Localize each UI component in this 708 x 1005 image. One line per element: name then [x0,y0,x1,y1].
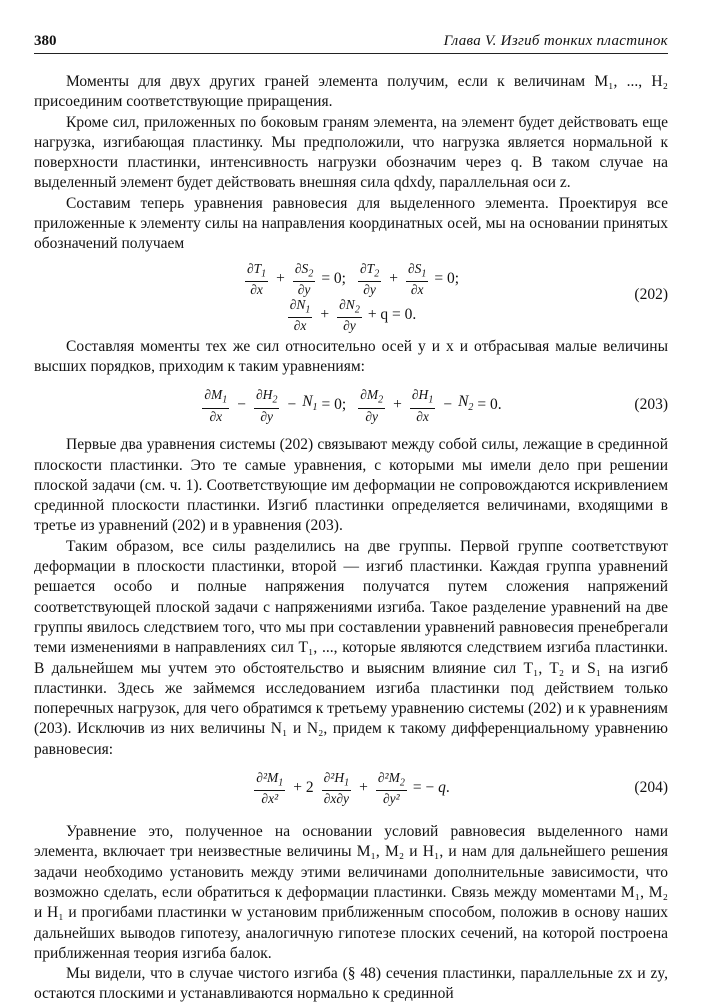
paragraph-1: Моменты для двух других граней элемента получим, если к величинам M₁, ..., H₂ присоединим соответствующие приращения. [34,73,668,111]
equation-204: $\frac{\partial^2M_1}{\text{∂x²}}$ + 2 $\frac{\partial^2H_1}{\partial x\partial y}$ + $\frac{\partial^2M_2}{\text{∂y²}}$ = − q. (204) [256,769,668,807]
paragraph-8: Мы видели, что в случае чистого изгиба (§ 48) сечения пластинки, параллельные zx и zy, остаются плоскими и устанавливаются нормально к срединной [34,965,668,1003]
paragraph-3: Составим теперь уравнения равновесия для выделенного элемента. Проектируя все приложенные к элементу силы на направления координатных осей, мы на основании принятых обозначений получаем [34,194,668,253]
running-title: Глава V. Изгиб тонких пластинок [443,33,668,49]
equation-203: $\frac{\partial M_1}{\partial x}$ − $\frac{\partial H_2}{\partial y}$ − $N_1$ = 0; $\frac{\partial M_2}{\partial y}$ + $\frac{\partial H_1}{\partial x}$ − $N_2$ = 0. (203) [204,386,668,424]
paragraph-6: Таким образом, все силы разделились на две группы. Первой группе соответствуют деформации в плоскости пластинки, второй — изгиб пластинки. Каждая группа уравнений решается особо и полные напряжения получатся путем сложения напряжений соответствующей плоской задачи с напряжениями изгиба. Такое разделение уравнений на две группы явилось следствием того, что мы при составлении уравнений равновесия пренебрегали теми изменениями в направлениях сил T₁, ..., которые являются следствием изгиба пластинки. В дальнейшем мы учтем это обстоятельство и выясним влияние сил T₁, T₂ и S₁ на изгиб пластинки. Здесь же займемся исследованием изгиба пластинки под действием только поперечных нагрузок, для чего обратимся к третьему уравнению системы (202) и к уравнениям (203). Исключив из них величины N₁ и N₂, придем к такому дифференциальному уравнению равновесия: [34,537,668,758]
running-header [34,33,668,54]
equation-number-203: (203) [634,396,668,414]
equation-number-204: (204) [634,778,668,796]
paragraph-2: Кроме сил, приложенных по боковым граням элемента, на элемент будет действовать еще нагрузка, изгибающая пластинку. Мы предположили, что нагрузка является нормальной к поверхности пластинки, интенсивность нагрузки обозначим через q. В таком случае на выделенный элемент будет действовать внешняя сила qdxdy, параллельная оси z. [34,113,668,192]
page-number: 380 [34,33,57,49]
paragraph-4: Составляя моменты тех же сил относительно осей y и x и отбрасывая малые величины высших порядков, приходим к таким уравнениям: [34,337,668,375]
eq202-rhs-2: + q = 0. [367,305,417,323]
equation-number-202: (202) [634,285,668,303]
eq202-rhs-1: = 0; [321,269,346,287]
text-body [34,72,668,1005]
paragraph-5: Первые два уравнения системы (202) связывают между собой силы, лежащие в срединной плоскости пластинки. Это те самые уравнения, с которыми мы имели дело при решении плоской задачи (см. ч. 1). Соответствующие им деформации не сопровождаются искривлением срединной плоскости пластинки. Изгиб пластинки определяется величинами, входящими в третье из уравнений (202) и в уравнения (203). [34,436,668,535]
equation-202: $\frac{\partial T_1}{\partial x}$ + $\frac{\partial S_2}{\partial y}$ = 0; $\frac{\partial T_2}{\partial y}$ + $\frac{\partial S_1}{\partial x}$ = 0; $\frac{\partial N_1}{\partial x}$ + $\frac{\partial N_2}{\partial y}$ + q = 0. (202) [246,260,668,334]
paragraph-7: Уравнение это, полученное на основании условий равновесия выделенного нами элемента, включает три неизвестные величины M₁, M₂ и H₁, и нам для дальнейшего решения задачи необходимо установить между этими величинами дополнительные зависимости, что возможно сделать, если обратиться к деформации пластинки. Связь между моментами M₁, M₂ и H₁ и прогибами пластинки w установим приближенным способом, положив в основу наших дальнейших выводов гипотезу, аналогичную гипотезе плоских сечений, на которой построена приближенная теория изгиба балок. [34,823,668,962]
